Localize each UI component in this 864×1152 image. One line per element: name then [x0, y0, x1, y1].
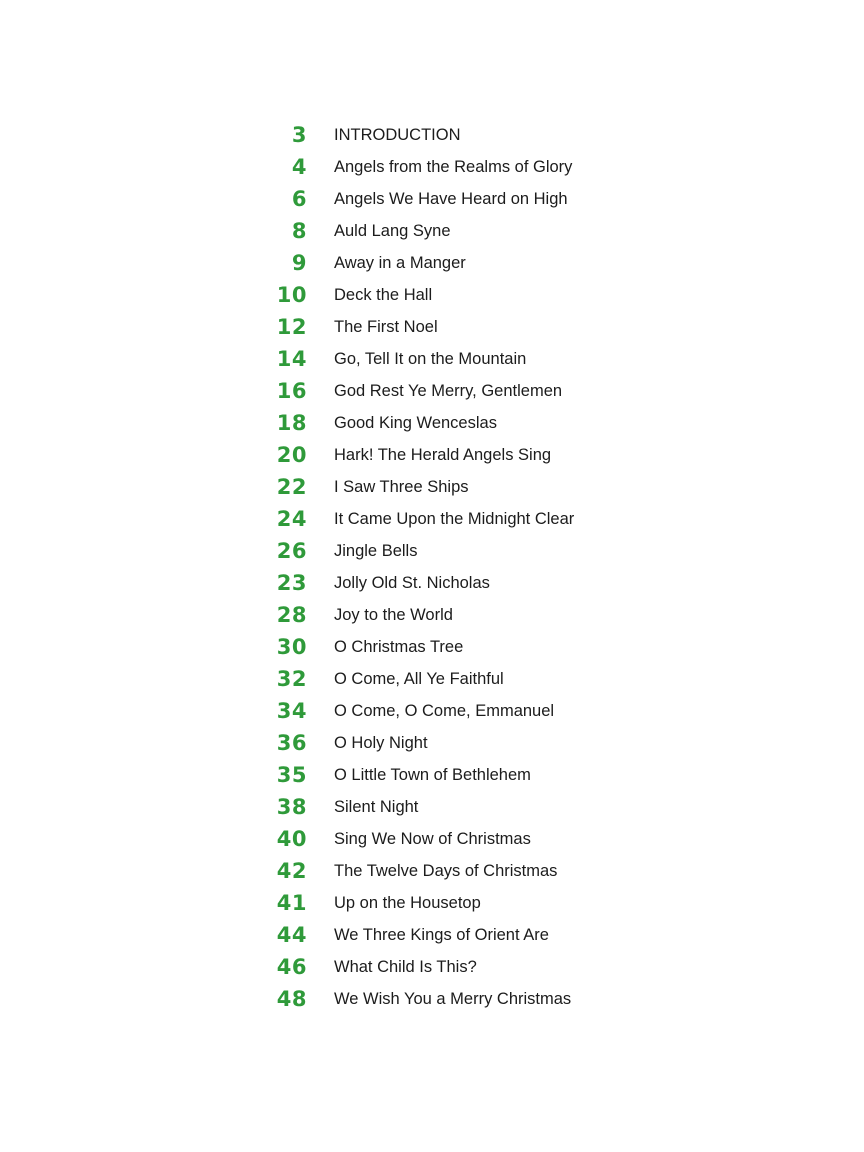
toc-song-title: INTRODUCTION — [334, 125, 461, 144]
toc-entry[interactable] — [0, 663, 864, 695]
toc-song-title: O Holy Night — [334, 733, 428, 752]
toc-entry[interactable] — [0, 599, 864, 631]
toc-song-title: O Come, All Ye Faithful — [334, 669, 504, 688]
toc-entry[interactable] — [0, 535, 864, 567]
toc-song-title: The First Noel — [334, 317, 438, 336]
toc-page-number: 38 — [276, 795, 307, 819]
toc-entry[interactable] — [0, 727, 864, 759]
toc-page-number: 12 — [276, 315, 307, 339]
toc-song-title: Away in a Manger — [334, 253, 466, 272]
toc-page-number: 41 — [276, 891, 307, 915]
toc-song-title: I Saw Three Ships — [334, 477, 469, 496]
toc-page-number: 30 — [276, 635, 307, 659]
toc-page-number: 34 — [276, 699, 307, 723]
toc-entry[interactable] — [0, 407, 864, 439]
toc-page-number: 9 — [291, 251, 307, 275]
toc-entry[interactable] — [0, 759, 864, 791]
toc-entry[interactable] — [0, 567, 864, 599]
toc-page-number: 32 — [276, 667, 307, 691]
toc-entry[interactable] — [0, 791, 864, 823]
toc-song-title: Joy to the World — [334, 605, 453, 624]
toc-page-number: 42 — [276, 859, 307, 883]
toc-entry[interactable] — [0, 279, 864, 311]
toc-entry[interactable] — [0, 311, 864, 343]
toc-entry[interactable] — [0, 215, 864, 247]
toc-entry[interactable] — [0, 183, 864, 215]
toc-page-number: 20 — [276, 443, 307, 467]
toc-page-number: 16 — [276, 379, 307, 403]
toc-page-number: 35 — [276, 763, 307, 787]
toc-song-title: Angels from the Realms of Glory — [334, 157, 573, 176]
toc-song-title: It Came Upon the Midnight Clear — [334, 509, 575, 528]
toc-page-number: 36 — [276, 731, 307, 755]
toc-entry[interactable] — [0, 695, 864, 727]
toc-entry[interactable] — [0, 983, 864, 1015]
toc-page-number: 26 — [276, 539, 307, 563]
toc-song-title: God Rest Ye Merry, Gentlemen — [334, 381, 563, 400]
toc-song-title: Good King Wenceslas — [334, 413, 497, 432]
toc-entry[interactable] — [0, 247, 864, 279]
toc-entry[interactable] — [0, 151, 864, 183]
toc-page-number: 24 — [276, 507, 307, 531]
toc-entry[interactable] — [0, 375, 864, 407]
toc-entry[interactable] — [0, 887, 864, 919]
toc-page-number: 23 — [276, 571, 307, 595]
toc-page-number: 40 — [276, 827, 307, 851]
toc-song-title: The Twelve Days of Christmas — [334, 861, 558, 880]
toc-entry[interactable] — [0, 951, 864, 983]
toc-song-title: Hark! The Herald Angels Sing — [334, 445, 552, 464]
toc-song-title: Jolly Old St. Nicholas — [334, 573, 490, 592]
toc-song-title: Silent Night — [334, 797, 419, 816]
toc-entry[interactable] — [0, 631, 864, 663]
toc-page-number: 44 — [276, 923, 307, 947]
toc-song-title: What Child Is This? — [334, 957, 477, 976]
toc-song-title: O Christmas Tree — [334, 637, 464, 656]
toc-entry[interactable] — [0, 855, 864, 887]
toc-song-title: Jingle Bells — [334, 541, 418, 560]
toc-page-number: 4 — [291, 155, 307, 179]
toc-entry[interactable] — [0, 471, 864, 503]
toc-song-title: O Little Town of Bethlehem — [334, 765, 531, 784]
toc-song-title: Up on the Housetop — [334, 893, 481, 912]
toc-page-number: 48 — [276, 987, 307, 1011]
toc-entry[interactable] — [0, 823, 864, 855]
toc-page-number: 46 — [276, 955, 307, 979]
toc-page-number: 6 — [291, 187, 307, 211]
toc-song-title: We Wish You a Merry Christmas — [334, 989, 572, 1008]
toc-page-number: 18 — [276, 411, 307, 435]
toc-page-number: 8 — [291, 219, 307, 243]
toc-song-title: Deck the Hall — [334, 285, 433, 304]
table-of-contents — [0, 119, 864, 1015]
toc-song-title: Auld Lang Syne — [334, 221, 451, 240]
toc-entry[interactable] — [0, 503, 864, 535]
toc-entry[interactable] — [0, 343, 864, 375]
toc-song-title: Go, Tell It on the Mountain — [334, 349, 527, 368]
toc-song-title: We Three Kings of Orient Are — [334, 925, 549, 944]
toc-page-number: 28 — [276, 603, 307, 627]
toc-page-number: 10 — [276, 283, 307, 307]
toc-song-title: Sing We Now of Christmas — [334, 829, 531, 848]
toc-entry[interactable] — [0, 439, 864, 471]
toc-page-number: 3 — [291, 123, 307, 147]
toc-page-number: 14 — [276, 347, 307, 371]
toc-song-title: O Come, O Come, Emmanuel — [334, 701, 555, 720]
toc-page-number: 22 — [276, 475, 307, 499]
toc-entry[interactable] — [0, 919, 864, 951]
toc-entry[interactable] — [0, 119, 864, 151]
toc-song-title: Angels We Have Heard on High — [334, 189, 568, 208]
